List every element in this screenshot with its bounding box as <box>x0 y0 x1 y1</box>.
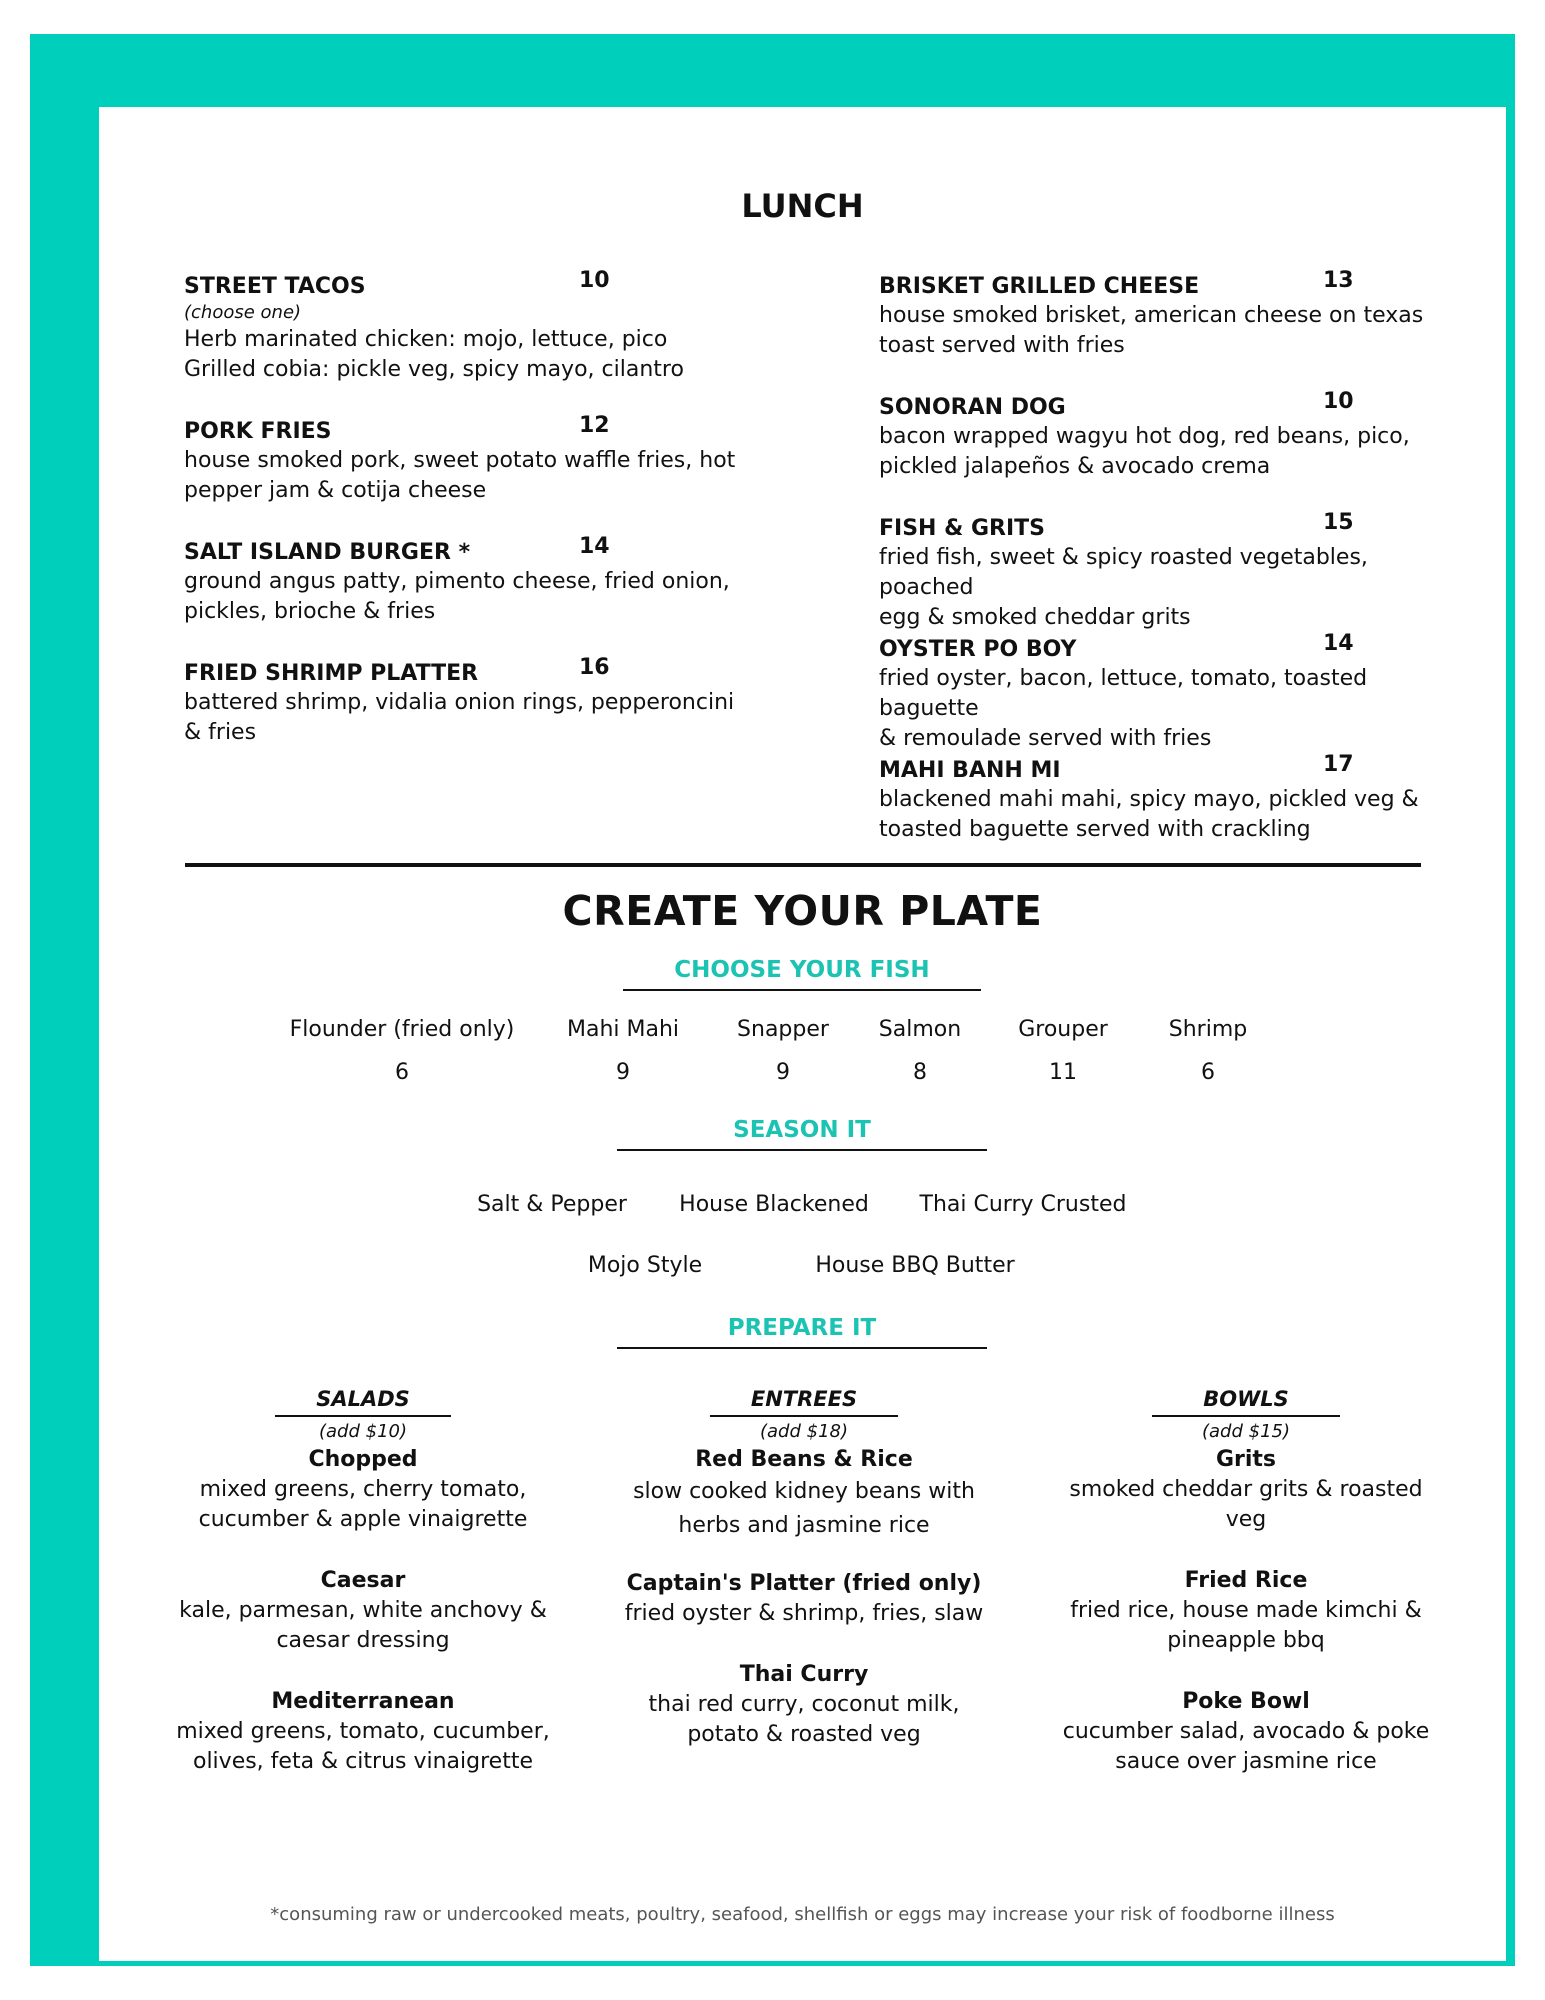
dish-name: Poke Bowl <box>1182 1689 1310 1714</box>
dish-desc-line: caesar dressing <box>276 1628 450 1653</box>
dish-name: Chopped <box>308 1447 418 1472</box>
item-price: 10 <box>579 268 610 293</box>
seasoning-option: House Blackened <box>679 1192 869 1217</box>
entrees-column <box>604 1385 1004 1750</box>
lunch-item <box>879 389 1459 482</box>
dish-desc-line: cucumber & apple vinaigrette <box>198 1507 528 1532</box>
item-desc-line: & fries <box>184 720 257 745</box>
dish-desc-line: cucumber salad, avocado & poke <box>1062 1719 1430 1744</box>
item-price: 13 <box>1323 268 1354 293</box>
item-name: FISH & GRITS <box>879 516 1046 541</box>
lunch-item <box>184 655 744 748</box>
seasoning-option: Thai Curry Crusted <box>919 1192 1127 1217</box>
fish-price: 9 <box>776 1060 790 1085</box>
item-desc-line: Herb marinated chicken: mojo, lettuce, pico <box>184 327 668 352</box>
item-desc-line: house smoked brisket, american cheese on texas <box>879 303 1424 328</box>
menu-page <box>99 107 1506 1961</box>
item-name: SONORAN DOG <box>879 395 1066 420</box>
dish-name: Red Beans & Rice <box>695 1447 913 1472</box>
column-add-price: (add $18) <box>759 1421 848 1442</box>
item-desc-line: Grilled cobia: pickle veg, spicy mayo, cilantro <box>184 357 684 382</box>
item-price: 10 <box>1323 389 1354 414</box>
fish-price: 6 <box>1201 1060 1215 1085</box>
item-desc-line: fried oyster, bacon, lettuce, tomato, toasted baguette <box>879 666 1368 721</box>
dish-desc-line: fried oyster & shrimp, fries, slaw <box>624 1601 984 1626</box>
item-name: PORK FRIES <box>184 419 332 444</box>
fish-name: Flounder (fried only) <box>289 1017 515 1042</box>
fish-name: Salmon <box>878 1017 962 1042</box>
item-name: OYSTER PO BOY <box>879 637 1077 662</box>
column-heading: SALADS <box>275 1385 451 1417</box>
lunch-item <box>879 752 1459 845</box>
lunch-item <box>879 631 1459 754</box>
dish-desc-line: olives, feta & citrus vinaigrette <box>192 1749 533 1774</box>
item-price: 16 <box>579 655 610 680</box>
dish-name: Fried Rice <box>1184 1568 1308 1593</box>
dish-desc-line: kale, parmesan, white anchovy & <box>179 1598 547 1623</box>
dish-name: Grits <box>1215 1447 1277 1472</box>
item-name: MAHI BANH MI <box>879 758 1061 783</box>
item-desc-line: pickles, brioche & fries <box>184 599 436 624</box>
dish-desc-line: smoked cheddar grits & roasted <box>1069 1477 1423 1502</box>
item-note: (choose one) <box>184 302 302 323</box>
lunch-item <box>184 413 744 506</box>
dish-name: Captain's Platter (fried only) <box>626 1571 982 1596</box>
column-heading: BOWLS <box>1152 1385 1340 1417</box>
dish-name: Thai Curry <box>739 1662 869 1687</box>
seasoning-option: Salt & Pepper <box>477 1192 627 1217</box>
bowls-column <box>1046 1385 1446 1777</box>
item-desc-line: toasted baguette served with crackling <box>879 817 1311 842</box>
item-desc-line: pickled jalapeños & avocado crema <box>879 454 1271 479</box>
item-name: SALT ISLAND BURGER * <box>184 540 471 565</box>
dish-name: Caesar <box>320 1568 406 1593</box>
item-name: STREET TACOS <box>184 274 366 299</box>
item-price: 15 <box>1323 510 1354 535</box>
item-desc-line: toast served with fries <box>879 333 1125 358</box>
column-heading: ENTREES <box>710 1385 898 1417</box>
fish-price: 8 <box>913 1060 927 1085</box>
lunch-item <box>184 268 744 385</box>
season-heading: SEASON IT <box>617 1115 987 1151</box>
fish-price: 9 <box>616 1060 630 1085</box>
lunch-item <box>879 268 1459 361</box>
salads-column <box>163 1385 563 1777</box>
dish-desc-line: pineapple bbq <box>1167 1628 1325 1653</box>
seasoning-option: Mojo Style <box>587 1253 703 1278</box>
dish-desc-line: herbs and jasmine rice <box>678 1513 930 1538</box>
dish-desc-line: thai red curry, coconut milk, <box>648 1692 960 1717</box>
teal-border-frame <box>30 34 1515 1966</box>
item-desc-line: battered shrimp, vidalia onion rings, pepperoncini <box>184 690 735 715</box>
item-name: FRIED SHRIMP PLATTER <box>184 661 479 686</box>
section-divider <box>185 863 1421 867</box>
dish-desc-line: fried rice, house made kimchi & <box>1070 1598 1422 1623</box>
dish-desc-line: veg <box>1225 1507 1267 1532</box>
dish-desc-line: potato & roasted veg <box>687 1722 921 1747</box>
item-desc-line: house smoked pork, sweet potato waffle fries, hot <box>184 448 736 473</box>
fish-name: Mahi Mahi <box>566 1017 680 1042</box>
lunch-item <box>879 510 1459 633</box>
create-your-plate-title: CREATE YOUR PLATE <box>562 887 1043 935</box>
dish-desc-line: mixed greens, tomato, cucumber, <box>176 1719 550 1744</box>
dish-desc-line: slow cooked kidney beans with <box>633 1479 975 1504</box>
item-price: 14 <box>579 534 610 559</box>
lunch-title: LUNCH <box>741 187 864 225</box>
column-add-price: (add $10) <box>318 1421 407 1442</box>
item-desc-line: blackened mahi mahi, spicy mayo, pickled veg & <box>879 787 1419 812</box>
fish-name: Grouper <box>1018 1017 1108 1042</box>
dish-desc-line: sauce over jasmine rice <box>1115 1749 1377 1774</box>
prepare-heading: PREPARE IT <box>617 1313 987 1349</box>
fish-name: Snapper <box>737 1017 829 1042</box>
food-safety-disclaimer: *consuming raw or undercooked meats, poultry, seafood, shellfish or eggs may increase your risk of foodborne illness <box>270 1904 1335 1925</box>
fish-price: 6 <box>395 1060 409 1085</box>
item-price: 17 <box>1323 752 1354 777</box>
item-price: 12 <box>579 413 610 438</box>
item-desc-line: & remoulade served with fries <box>879 726 1212 751</box>
item-desc-line: ground angus patty, pimento cheese, fried onion, <box>184 569 730 594</box>
item-desc-line: bacon wrapped wagyu hot dog, red beans, pico, <box>879 424 1410 449</box>
seasoning-option: House BBQ Butter <box>815 1253 1015 1278</box>
item-desc-line: fried fish, sweet & spicy roasted vegetables, poached <box>879 545 1368 600</box>
item-price: 14 <box>1323 631 1354 656</box>
fish-price: 11 <box>1049 1060 1077 1085</box>
item-desc-line: pepper jam & cotija cheese <box>184 478 487 503</box>
choose-fish-heading: CHOOSE YOUR FISH <box>623 955 981 991</box>
lunch-item <box>184 534 744 627</box>
item-desc-line: egg & smoked cheddar grits <box>879 605 1191 630</box>
dish-name: Mediterranean <box>271 1689 455 1714</box>
dish-desc-line: mixed greens, cherry tomato, <box>199 1477 527 1502</box>
column-add-price: (add $15) <box>1201 1421 1290 1442</box>
item-name: BRISKET GRILLED CHEESE <box>879 274 1200 299</box>
fish-name: Shrimp <box>1168 1017 1248 1042</box>
